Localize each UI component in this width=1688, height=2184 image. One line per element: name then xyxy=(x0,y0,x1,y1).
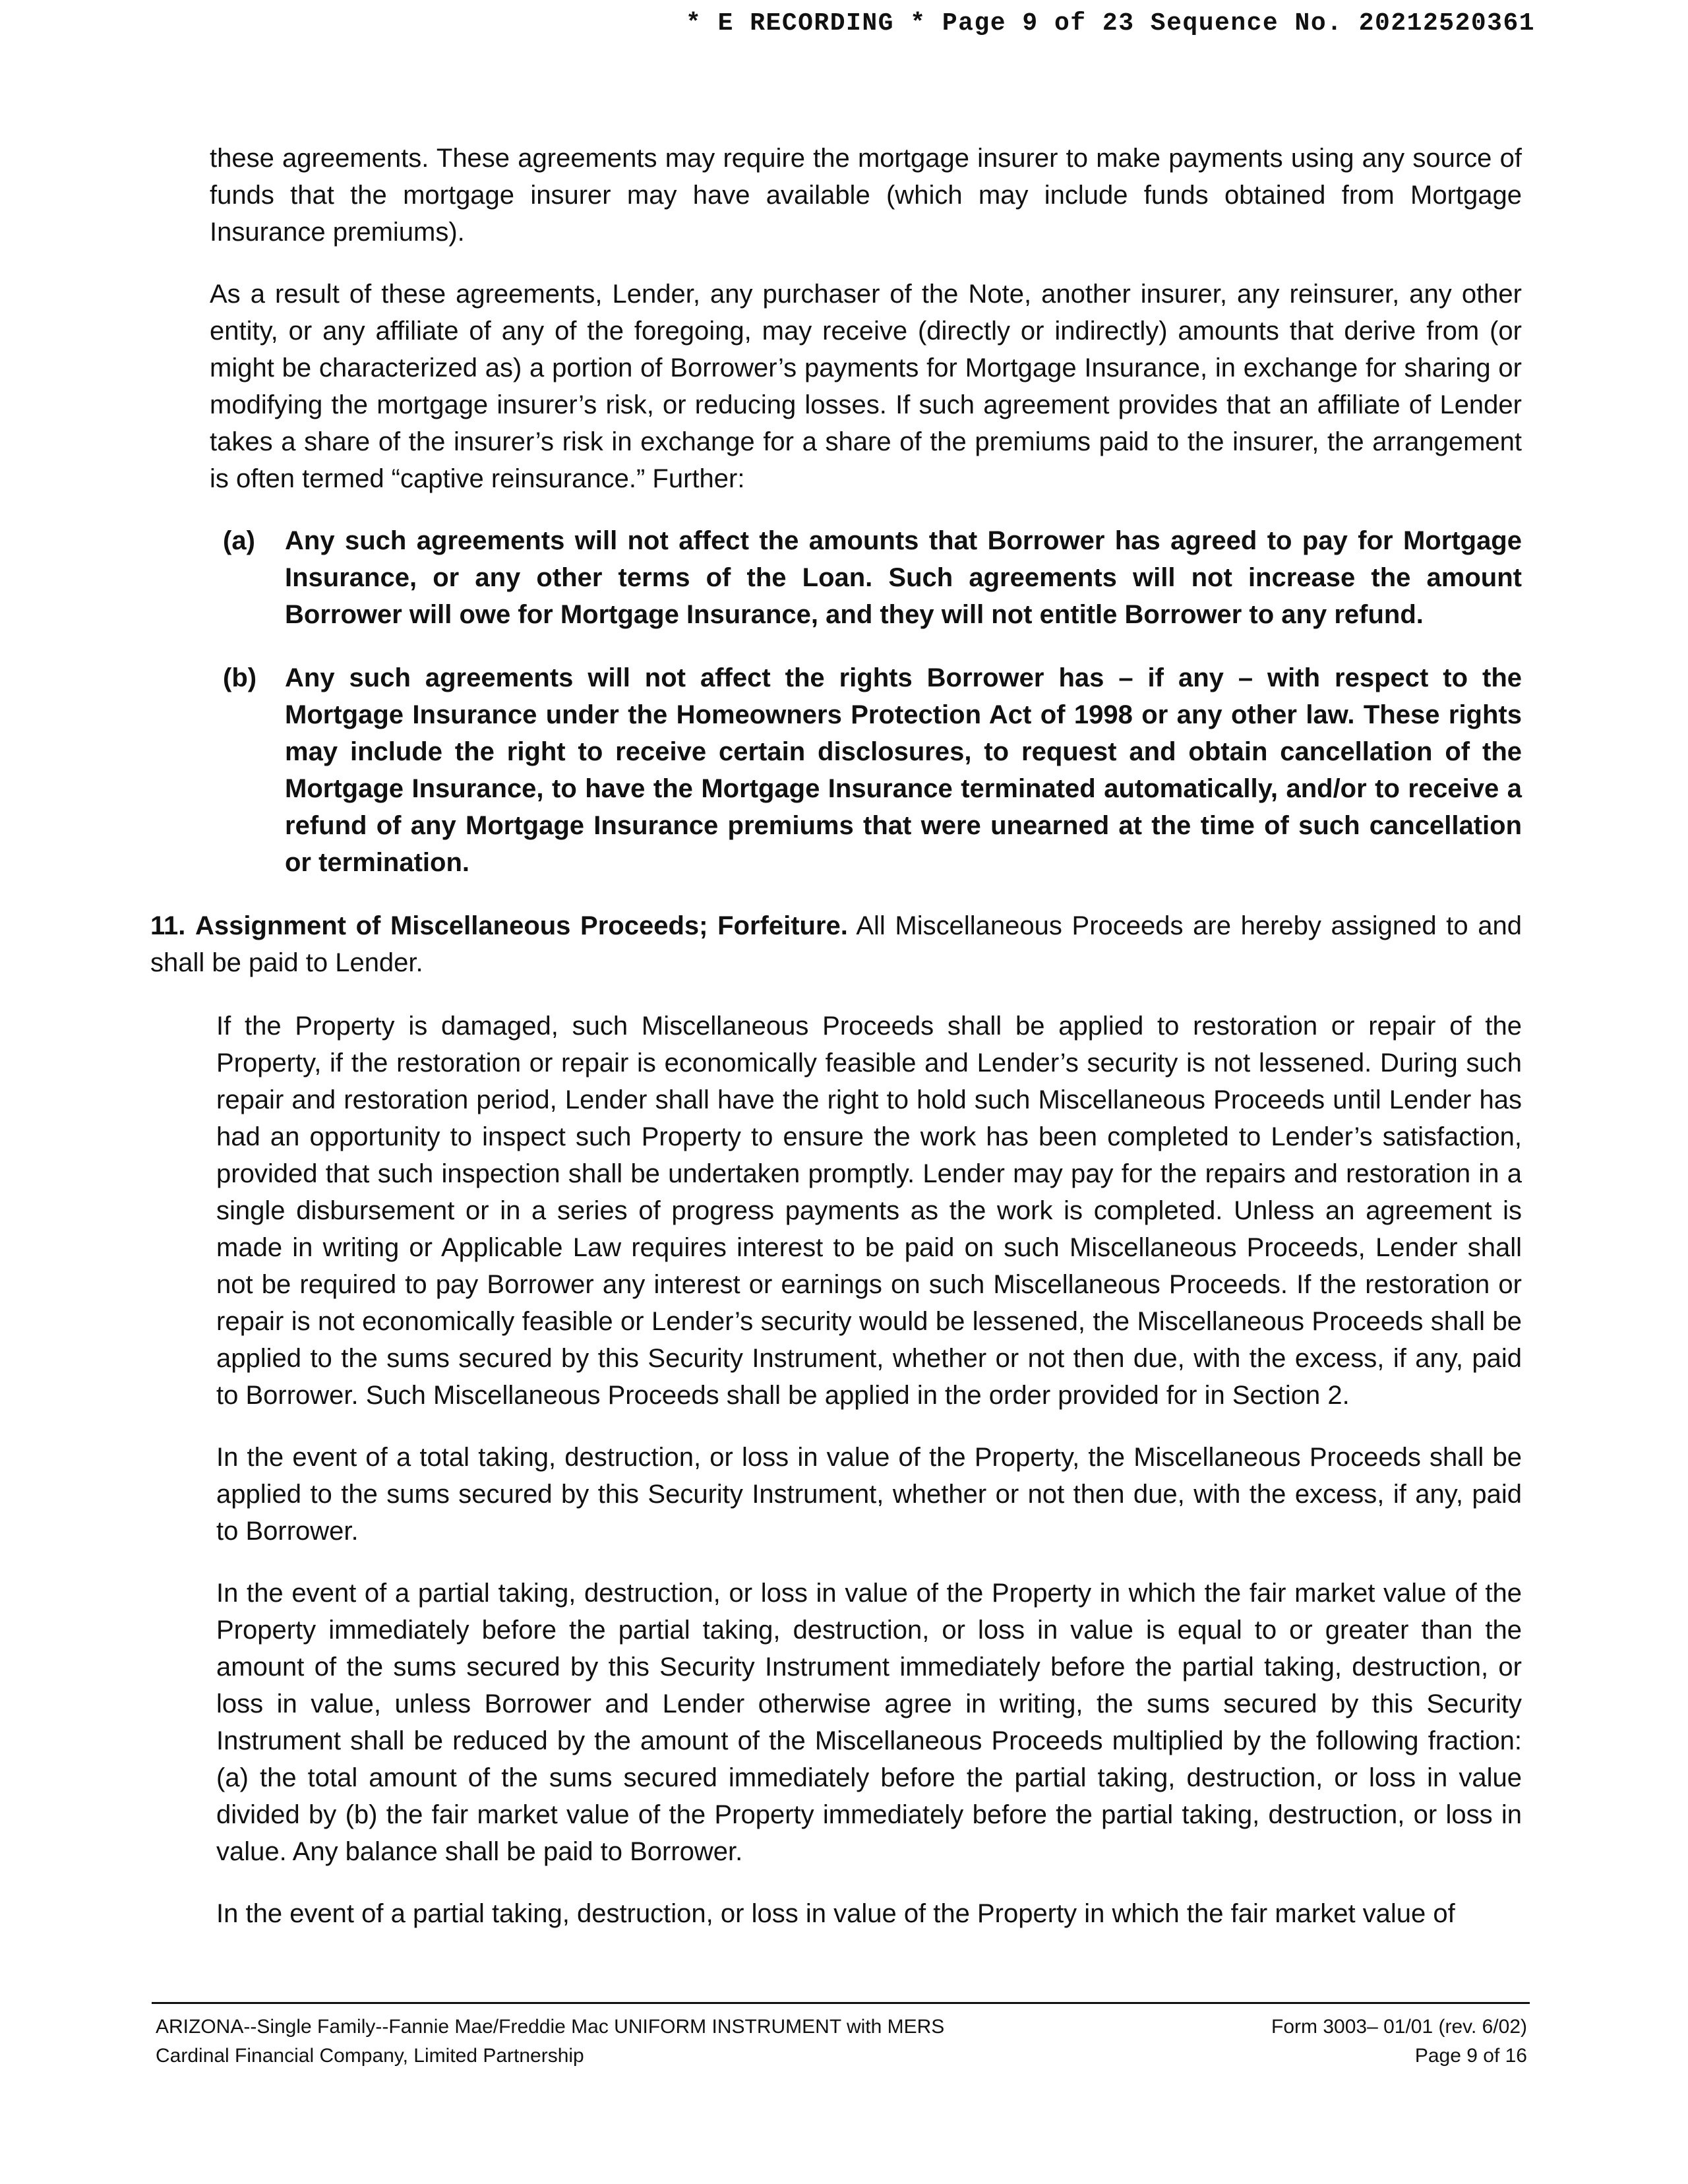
footer-left xyxy=(156,2013,944,2071)
paragraph-total-taking: In the event of a total taking, destruction, or loss in value of the Property, the Miscellaneous Proceeds shall be applied to the sums secured by this Security Instrument, whether or not then due, with the excess, if any, paid to Borrower. xyxy=(216,1443,1522,1546)
footer-divider xyxy=(152,2002,1530,2004)
footer-form-number: Form 3003– 01/01 (rev. 6/02) xyxy=(1271,2016,1527,2038)
list-item-a-label: (a) xyxy=(223,526,255,555)
section-number: 11. xyxy=(150,911,186,940)
footer-page-number: Page 9 of 16 xyxy=(1414,2045,1527,2067)
list-item-b-label: (b) xyxy=(223,663,257,692)
paragraph-partial-taking-less: In the event of a partial taking, destruction, or loss in value of the Property in which the fair market value of xyxy=(216,1899,1455,1928)
paragraph-property-damaged: If the Property is damaged, such Miscellaneous Proceeds shall be applied to restoration or repair of the Property, if the restoration or repair is economically feasible and Lender’s security is not lessened. During such repair and restoration period, Lender shall have the right to hold such Miscellaneous Proceeds until Lender has had an opportunity to inspect such Property to ensure the work has been completed to Lender’s satisfaction, provided that such inspection shall be undertaken promptly. Lender may pay for the repairs and restoration in a single disbursement or in a series of progress payments as the work is completed. Unless an agreement is made in writing or Applicable Law requires interest to be paid on such Miscellaneous Proceeds, Lender shall not be required to pay Borrower any interest or earnings on such Miscellaneous Proceeds. If the restoration or repair is not economically feasible or Lender’s security would be lessened, the Miscellaneous Proceeds shall be applied to the sums secured by this Security Instrument, whether or not then due, with the excess, if any, paid to Borrower. Such Miscellaneous Proceeds shall be applied in the order provided for in Section 2. xyxy=(216,1012,1522,1410)
section-intro: All Miscellaneous Proceeds are hereby assigned to and shall be paid to Lender. xyxy=(150,911,1522,977)
list-item-b-text: Any such agreements will not affect the rights Borrower has – if any – with respect to the Mortgage Insurance under the Homeowners Protection Act of 1998 or any other law. These rights may include the right to receive certain disclosures, to request and obtain cancellation of the Mortgage Insurance, to have the Mortgage Insurance terminated automatically, and/or to receive a refund of any Mortgage Insurance premiums that were unearned at the time of such cancellation or termination. xyxy=(285,663,1522,877)
paragraph-continuation: these agreements. These agreements may require the mortgage insurer to make payments using any source of funds that the mortgage insurer may have available (which may include funds obtained from Mortgage Insurance premiums). xyxy=(210,144,1522,247)
section-11-heading-paragraph xyxy=(150,907,1522,981)
section-heading: Assignment of Miscellaneous Proceeds; Forfeiture. xyxy=(195,911,848,940)
list-item-a-text: Any such agreements will not affect the amounts that Borrower has agreed to pay for Mortgage Insurance, or any other terms of the Loan. Such agreements will not increase the amount Borrower will owe for Mortgage Insurance, and they will not entitle Borrower to any refund. xyxy=(285,526,1522,629)
list-item-b xyxy=(223,659,1522,881)
paragraph-partial-taking-greater: In the event of a partial taking, destruction, or loss in value of the Property in which the fair market value of the Property immediately before the partial taking, destruction, or loss in value is equal to or greater than the amount of the sums secured by this Security Instrument immediately before the partial taking, destruction, or loss in value, unless Borrower and Lender otherwise agree in writing, the sums secured by this Security Instrument shall be reduced by the amount of the Miscellaneous Proceeds multiplied by the following fraction: (a) the total amount of the sums secured immediately before the partial taking, destruction, or loss in value divided by (b) the fair market value of the Property immediately before the partial taking, destruction, or loss in value. Any balance shall be paid to Borrower. xyxy=(216,1579,1522,1866)
recording-header: * E RECORDING * Page 9 of 23 Sequence No. 20212520361 xyxy=(686,9,1536,38)
list-item-a xyxy=(223,522,1522,633)
footer-lender: Cardinal Financial Company, Limited Partnership xyxy=(156,2045,584,2067)
document-body xyxy=(150,140,1522,1957)
paragraph-captive-reinsurance: As a result of these agreements, Lender, any purchaser of the Note, another insurer, any reinsurer, any other entity, or any affiliate of any of the foregoing, may receive (directly or indirectly) amounts that derive from (or might be characterized as) a portion of Borrower’s payments for Mortgage Insurance, in exchange for sharing or modifying the mortgage insurer’s risk, or reducing losses. If such agreement provides that an affiliate of Lender takes a share of the insurer’s risk in exchange for a share of the premiums paid to the insurer, the arrangement is often termed “captive reinsurance.” Further: xyxy=(210,280,1522,493)
footer-form-title: ARIZONA--Single Family--Fannie Mae/Freddie Mac UNIFORM INSTRUMENT with MERS xyxy=(156,2016,945,2038)
footer-right xyxy=(1271,2013,1527,2071)
